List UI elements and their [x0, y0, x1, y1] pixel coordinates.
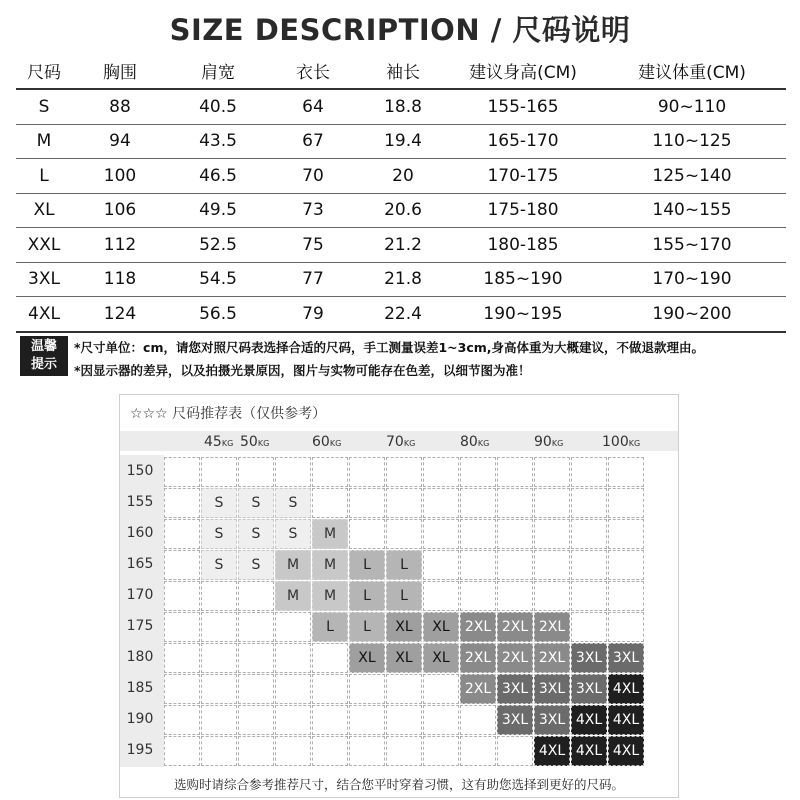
col-header: 衣长: [268, 52, 358, 89]
empty-cell: [497, 736, 533, 766]
empty-cell: [349, 705, 385, 735]
table-row: [16, 228, 786, 263]
size-cell: 2XL: [460, 643, 496, 673]
table-cell: 124: [72, 297, 168, 332]
empty-cell: [312, 674, 348, 704]
table-cell: 125~140: [598, 159, 786, 194]
table-header-row: [16, 52, 786, 89]
empty-cell: [164, 736, 200, 766]
weight-value: 60: [312, 434, 330, 450]
size-cell: 3XL: [534, 705, 570, 735]
size-cell: S: [275, 488, 311, 518]
empty-cell: [423, 457, 459, 487]
weight-label: [312, 434, 341, 450]
size-cell: 4XL: [608, 674, 644, 704]
empty-cell: [349, 488, 385, 518]
size-cell: 3XL: [608, 643, 644, 673]
table-cell: 43.5: [168, 124, 268, 159]
notice-badge-line: 提示: [30, 357, 57, 372]
height-label: 185: [126, 680, 154, 696]
size-table: [16, 52, 786, 333]
table-cell: M: [16, 124, 72, 159]
empty-cell: [460, 581, 496, 611]
table-cell: XL: [16, 193, 72, 228]
empty-cell: [238, 612, 274, 642]
empty-cell: [238, 674, 274, 704]
table-cell: 4XL: [16, 297, 72, 332]
empty-cell: [238, 581, 274, 611]
col-header: 肩宽: [168, 52, 268, 89]
size-cell: 2XL: [534, 612, 570, 642]
empty-cell: [497, 581, 533, 611]
notice-text: *因显示器的差异，以及拍摄光景原因，图片与实物可能存在色差，以细节图为准！: [74, 363, 531, 378]
table-cell: 3XL: [16, 262, 72, 297]
empty-cell: [386, 457, 422, 487]
empty-cell: [164, 612, 200, 642]
size-cell: M: [312, 581, 348, 611]
table-cell: 90~110: [598, 89, 786, 124]
empty-cell: [312, 488, 348, 518]
table-cell: 185~190: [448, 262, 598, 297]
empty-cell: [238, 705, 274, 735]
table-cell: 175-180: [448, 193, 598, 228]
height-label: 160: [126, 525, 154, 541]
notice-text: *尺寸单位：cm，请您对照尺码表选择合适的尺码，手工测量误差1~3cm,身高体重为大概建议，不做退款理由。: [74, 340, 705, 355]
weight-unit: KG: [403, 439, 416, 448]
empty-cell: [423, 705, 459, 735]
empty-cell: [460, 705, 496, 735]
weight-label: [240, 434, 269, 450]
empty-cell: [497, 457, 533, 487]
empty-cell: [534, 581, 570, 611]
col-header: 建议体重(CM): [598, 52, 786, 89]
empty-cell: [201, 612, 237, 642]
table-cell: 64: [268, 89, 358, 124]
table-cell: S: [16, 89, 72, 124]
empty-cell: [275, 612, 311, 642]
size-cell: L: [349, 612, 385, 642]
weight-unit: KG: [477, 439, 490, 448]
empty-cell: [238, 736, 274, 766]
empty-cell: [386, 519, 422, 549]
empty-cell: [534, 457, 570, 487]
empty-cell: [571, 612, 607, 642]
empty-cell: [164, 643, 200, 673]
height-label: 190: [126, 711, 154, 727]
table-cell: 75: [268, 228, 358, 263]
weight-unit: KG: [329, 439, 342, 448]
empty-cell: [423, 581, 459, 611]
empty-cell: [349, 736, 385, 766]
empty-cell: [275, 736, 311, 766]
height-label: 175: [126, 618, 154, 634]
empty-cell: [386, 674, 422, 704]
empty-cell: [534, 519, 570, 549]
weight-unit: KG: [551, 439, 564, 448]
empty-cell: [386, 705, 422, 735]
empty-cell: [534, 488, 570, 518]
notice-badge-line: 温馨: [30, 339, 57, 354]
empty-cell: [275, 705, 311, 735]
empty-cell: [571, 457, 607, 487]
empty-cell: [349, 674, 385, 704]
empty-cell: [460, 736, 496, 766]
empty-cell: [571, 519, 607, 549]
empty-cell: [201, 736, 237, 766]
size-cell: XL: [423, 643, 459, 673]
col-header: 胸围: [72, 52, 168, 89]
table-cell: 112: [72, 228, 168, 263]
empty-cell: [423, 736, 459, 766]
empty-cell: [608, 488, 644, 518]
size-cell: 2XL: [534, 643, 570, 673]
empty-cell: [608, 519, 644, 549]
size-cell: 4XL: [571, 705, 607, 735]
table-cell: 18.8: [358, 89, 448, 124]
table-cell: 21.2: [358, 228, 448, 263]
weight-unit: KG: [628, 439, 641, 448]
weight-label: [534, 434, 563, 450]
empty-cell: [497, 550, 533, 580]
empty-cell: [423, 488, 459, 518]
empty-cell: [460, 519, 496, 549]
empty-cell: [534, 550, 570, 580]
empty-cell: [460, 457, 496, 487]
table-cell: 54.5: [168, 262, 268, 297]
page-title: SIZE DESCRIPTION / 尺码说明: [169, 13, 631, 47]
empty-cell: [571, 550, 607, 580]
table-row: [16, 159, 786, 194]
weight-value: 70: [386, 434, 404, 450]
table-cell: 118: [72, 262, 168, 297]
empty-cell: [312, 643, 348, 673]
table-cell: 40.5: [168, 89, 268, 124]
size-cell: S: [238, 519, 274, 549]
height-label: 155: [126, 494, 154, 510]
size-cell: M: [275, 581, 311, 611]
table-cell: 165-170: [448, 124, 598, 159]
weight-label: [460, 434, 489, 450]
empty-cell: [201, 674, 237, 704]
size-cell: 3XL: [571, 674, 607, 704]
height-label: 195: [126, 742, 154, 758]
size-cell: 3XL: [497, 705, 533, 735]
size-cell: XL: [423, 612, 459, 642]
empty-cell: [460, 488, 496, 518]
size-cell: 3XL: [497, 674, 533, 704]
empty-cell: [497, 488, 533, 518]
empty-cell: [164, 550, 200, 580]
size-cell: L: [349, 581, 385, 611]
empty-cell: [238, 457, 274, 487]
empty-cell: [608, 581, 644, 611]
table-cell: 94: [72, 124, 168, 159]
size-cell: 4XL: [571, 736, 607, 766]
table-cell: 170~190: [598, 262, 786, 297]
weight-label: [204, 434, 233, 450]
empty-cell: [349, 519, 385, 549]
table-row: [16, 297, 786, 332]
table-row: [16, 262, 786, 297]
table-cell: L: [16, 159, 72, 194]
size-cell: S: [201, 519, 237, 549]
table-cell: 67: [268, 124, 358, 159]
size-cell: 2XL: [497, 612, 533, 642]
table-cell: 190~195: [448, 297, 598, 332]
table-row: [16, 89, 786, 124]
empty-cell: [608, 612, 644, 642]
height-label: 180: [126, 649, 154, 665]
empty-cell: [423, 674, 459, 704]
empty-cell: [423, 519, 459, 549]
empty-cell: [312, 457, 348, 487]
weight-unit: KG: [221, 439, 234, 448]
col-header: 袖长: [358, 52, 448, 89]
table-cell: 155~170: [598, 228, 786, 263]
table-cell: 49.5: [168, 193, 268, 228]
empty-cell: [386, 488, 422, 518]
table-cell: 21.8: [358, 262, 448, 297]
weight-value: 90: [534, 434, 552, 450]
weight-value: 80: [460, 434, 478, 450]
table-cell: 19.4: [358, 124, 448, 159]
empty-cell: [608, 550, 644, 580]
empty-cell: [201, 581, 237, 611]
size-cell: XL: [386, 643, 422, 673]
empty-cell: [423, 550, 459, 580]
size-recommendation-chart: [119, 394, 679, 798]
height-label: 170: [126, 587, 154, 603]
table-cell: 73: [268, 193, 358, 228]
size-cell: XL: [349, 643, 385, 673]
size-cell: L: [386, 550, 422, 580]
weight-label: [602, 434, 640, 450]
weight-unit: KG: [257, 439, 270, 448]
empty-cell: [164, 457, 200, 487]
empty-cell: [386, 736, 422, 766]
size-cell: L: [349, 550, 385, 580]
table-cell: 100: [72, 159, 168, 194]
empty-cell: [275, 457, 311, 487]
size-cell: L: [386, 581, 422, 611]
size-cell: M: [312, 519, 348, 549]
table-cell: 22.4: [358, 297, 448, 332]
table-cell: 180-185: [448, 228, 598, 263]
empty-cell: [201, 705, 237, 735]
size-cell: 4XL: [534, 736, 570, 766]
table-cell: 190~200: [598, 297, 786, 332]
empty-cell: [460, 550, 496, 580]
empty-cell: [275, 674, 311, 704]
table-cell: 170-175: [448, 159, 598, 194]
size-cell: S: [238, 550, 274, 580]
size-cell: L: [312, 612, 348, 642]
size-cell: 4XL: [608, 705, 644, 735]
size-cell: 2XL: [460, 612, 496, 642]
size-cell: S: [275, 519, 311, 549]
empty-cell: [164, 581, 200, 611]
table-cell: 140~155: [598, 193, 786, 228]
empty-cell: [164, 674, 200, 704]
col-header: 建议身高(CM): [448, 52, 598, 89]
empty-cell: [312, 736, 348, 766]
height-label: 165: [126, 556, 154, 572]
height-label: 150: [126, 463, 154, 479]
size-cell: 2XL: [460, 674, 496, 704]
table-row: [16, 124, 786, 159]
empty-cell: [349, 457, 385, 487]
table-cell: 20.6: [358, 193, 448, 228]
table-row: [16, 193, 786, 228]
table-cell: 106: [72, 193, 168, 228]
table-cell: 110~125: [598, 124, 786, 159]
empty-cell: [275, 643, 311, 673]
size-cell: S: [238, 488, 274, 518]
empty-cell: [571, 488, 607, 518]
empty-cell: [571, 581, 607, 611]
recommendation-footer: 选购时请综合参考推荐尺寸，结合您平时穿着习惯，这有助您选择到更好的尺码。: [173, 777, 624, 792]
table-cell: 46.5: [168, 159, 268, 194]
empty-cell: [201, 643, 237, 673]
size-cell: M: [312, 550, 348, 580]
size-cell: S: [201, 488, 237, 518]
table-cell: 20: [358, 159, 448, 194]
empty-cell: [164, 705, 200, 735]
table-cell: 155-165: [448, 89, 598, 124]
empty-cell: [238, 643, 274, 673]
empty-cell: [164, 519, 200, 549]
size-cell: 3XL: [571, 643, 607, 673]
empty-cell: [312, 705, 348, 735]
size-cell: 4XL: [608, 736, 644, 766]
size-cell: S: [201, 550, 237, 580]
table-cell: 77: [268, 262, 358, 297]
size-cell: XL: [386, 612, 422, 642]
col-header: 尺码: [16, 52, 72, 89]
table-cell: 52.5: [168, 228, 268, 263]
table-cell: 56.5: [168, 297, 268, 332]
size-cell: 3XL: [534, 674, 570, 704]
empty-cell: [608, 457, 644, 487]
empty-cell: [497, 519, 533, 549]
table-cell: XXL: [16, 228, 72, 263]
notice-badge: [20, 336, 68, 376]
weight-label: [386, 434, 415, 450]
weight-value: 50: [240, 434, 258, 450]
weight-value: 100: [602, 434, 629, 450]
recommendation-title: ☆☆☆ 尺码推荐表（仅供参考）: [130, 406, 327, 422]
table-cell: 88: [72, 89, 168, 124]
table-cell: 79: [268, 297, 358, 332]
empty-cell: [164, 488, 200, 518]
table-cell: 70: [268, 159, 358, 194]
weight-value: 45: [204, 434, 222, 450]
empty-cell: [201, 457, 237, 487]
size-cell: M: [275, 550, 311, 580]
size-cell: 2XL: [497, 643, 533, 673]
